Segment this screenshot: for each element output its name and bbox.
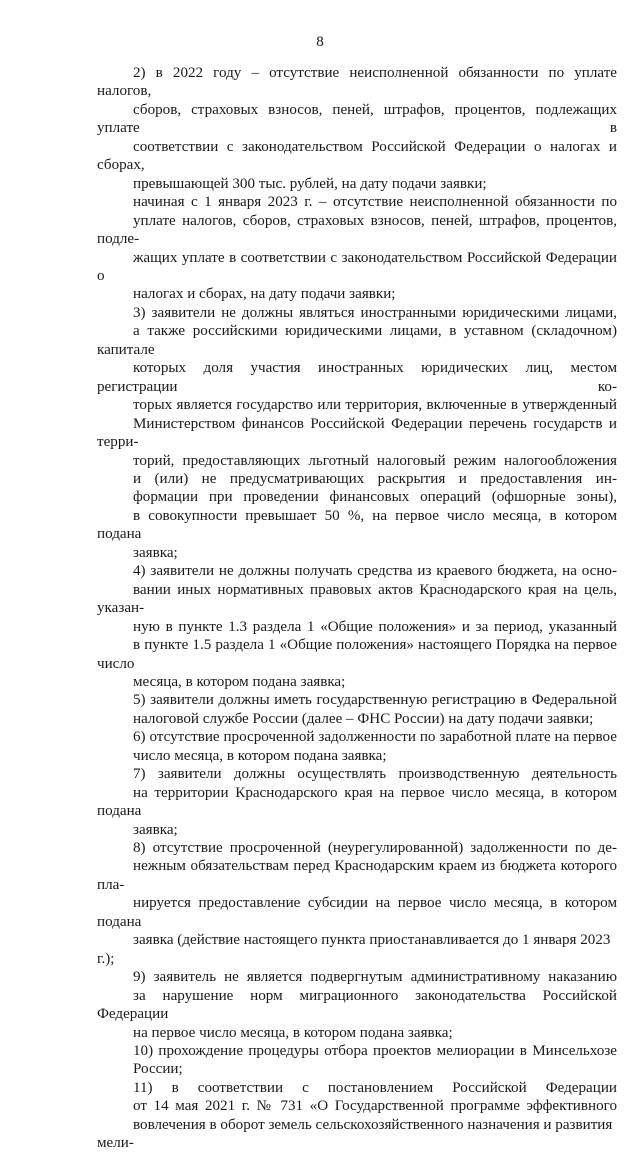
text-line: жащих уплате в соответствии с законодательством Российской Федерации о (97, 249, 617, 284)
text-line: сборов, страховых взносов, пеней, штрафов, процентов, подлежащих уплате в (97, 101, 617, 137)
text-line: 10) прохождение процедуры отбора проектов мелиорации в Минсельхозе (133, 1043, 617, 1060)
paragraph (97, 968, 617, 1042)
document-body (97, 64, 617, 1153)
text-line: налогах и сборах, на дату подачи заявки; (133, 286, 396, 303)
paragraph (97, 304, 617, 562)
text-line: 5) заявители должны иметь государственную регистрацию в Федеральной (133, 692, 617, 709)
text-line: 11) в соответствии с постановлением Российской Федерации (133, 1079, 617, 1096)
paragraph (97, 765, 617, 839)
text-line: заявка; (133, 821, 178, 838)
text-line: на территории Краснодарского края на первое число месяца, в котором подана (97, 784, 617, 820)
text-line: начиная с 1 января 2023 г. – отсутствие неисполненной обязанности по (133, 194, 617, 211)
text-line: вовлечения в оборот земель сельскохозяйственного назначения и развития мели- (97, 1116, 613, 1152)
text-line: 8) отсутствие просроченной (неурегулированной) задолженности по де- (133, 840, 617, 857)
text-line: торий, предоставляющих льготный налоговый режим налогообложения (133, 452, 617, 469)
text-line: в совокупности превышает 50 %, на первое число месяца, в котором подана (97, 507, 617, 543)
text-line: превышающей 300 тыс. рублей, на дату подачи заявки; (133, 175, 487, 192)
text-line: ную в пункте 1.3 раздела 1 «Общие положения» и за период, указанный (133, 618, 617, 635)
text-line: Министерством финансов Российской Федерации перечень государств и терри- (97, 415, 617, 451)
text-line: соответствии с законодательством Российской Федерации о налогах и сборах, (97, 138, 617, 174)
text-line: заявка (действие настоящего пункта приостанавливается до 1 января 2023 г.); (97, 932, 611, 967)
text-line: нежным обязательствам перед Краснодарским краем из бюджета которого пла- (97, 858, 617, 893)
paragraph (97, 193, 617, 304)
text-line: за нарушение норм миграционного законодательства Российской Федерации (97, 987, 617, 1023)
text-line: заявка; (133, 544, 178, 561)
page-number: 8 (316, 34, 324, 50)
text-line: 6) отсутствие просроченной задолженности по заработной плате на первое (133, 729, 617, 746)
text-line: 7) заявители должны осуществлять производственную деятельность (133, 766, 617, 783)
text-line: месяца, в котором подана заявка; (133, 673, 346, 690)
text-line: которых доля участия иностранных юридических лиц, местом регистрации ко- (97, 360, 617, 395)
text-line: России; (133, 1061, 183, 1078)
text-line: 2) в 2022 году – отсутствие неисполненной обязанности по уплате налогов, (97, 65, 617, 100)
text-line: 3) заявители не должны являться иностранными юридическими лицами, (133, 304, 617, 321)
text-line: 4) заявители не должны получать средства из краевого бюджета, на осно- (133, 563, 617, 580)
text-line: в пункте 1.5 раздела 1 «Общие положения» настоящего Порядка на первое число (97, 637, 617, 672)
paragraph (97, 562, 617, 691)
text-line: от 14 мая 2021 г. № 731 «О Государственной программе эффективного (133, 1098, 617, 1115)
text-line: нируется предоставление субсидии на первое число месяца, в котором подана (97, 895, 617, 930)
text-line: а также российскими юридическими лицами, в уставном (складочном) капитале (97, 323, 617, 358)
paragraph (97, 64, 617, 193)
paragraph (97, 728, 617, 765)
paragraph (97, 839, 617, 968)
text-line: налоговой службе России (далее – ФНС России) на дату подачи заявки; (133, 710, 594, 727)
text-line: число месяца, в котором подана заявка; (133, 747, 387, 764)
text-line: вании иных нормативных правовых актов Краснодарского края на цель, указан- (97, 581, 617, 617)
paragraph (97, 1079, 617, 1153)
text-line: уплате налогов, сборов, страховых взносов, пеней, штрафов, процентов, подле- (97, 212, 617, 248)
text-line: формации при проведении финансовых операций (офшорные зоны), (133, 489, 617, 506)
text-line: торых является государство или территория, включенные в утвержденный (133, 397, 617, 414)
paragraph (97, 691, 617, 728)
paragraph (97, 1042, 617, 1079)
text-line: и (или) не предусматривающих раскрытия и предоставления ин- (133, 470, 617, 487)
text-line: на первое число месяца, в котором подана заявка; (133, 1024, 453, 1041)
text-line: 9) заявитель не является подвергнутым административному наказанию (133, 969, 617, 986)
